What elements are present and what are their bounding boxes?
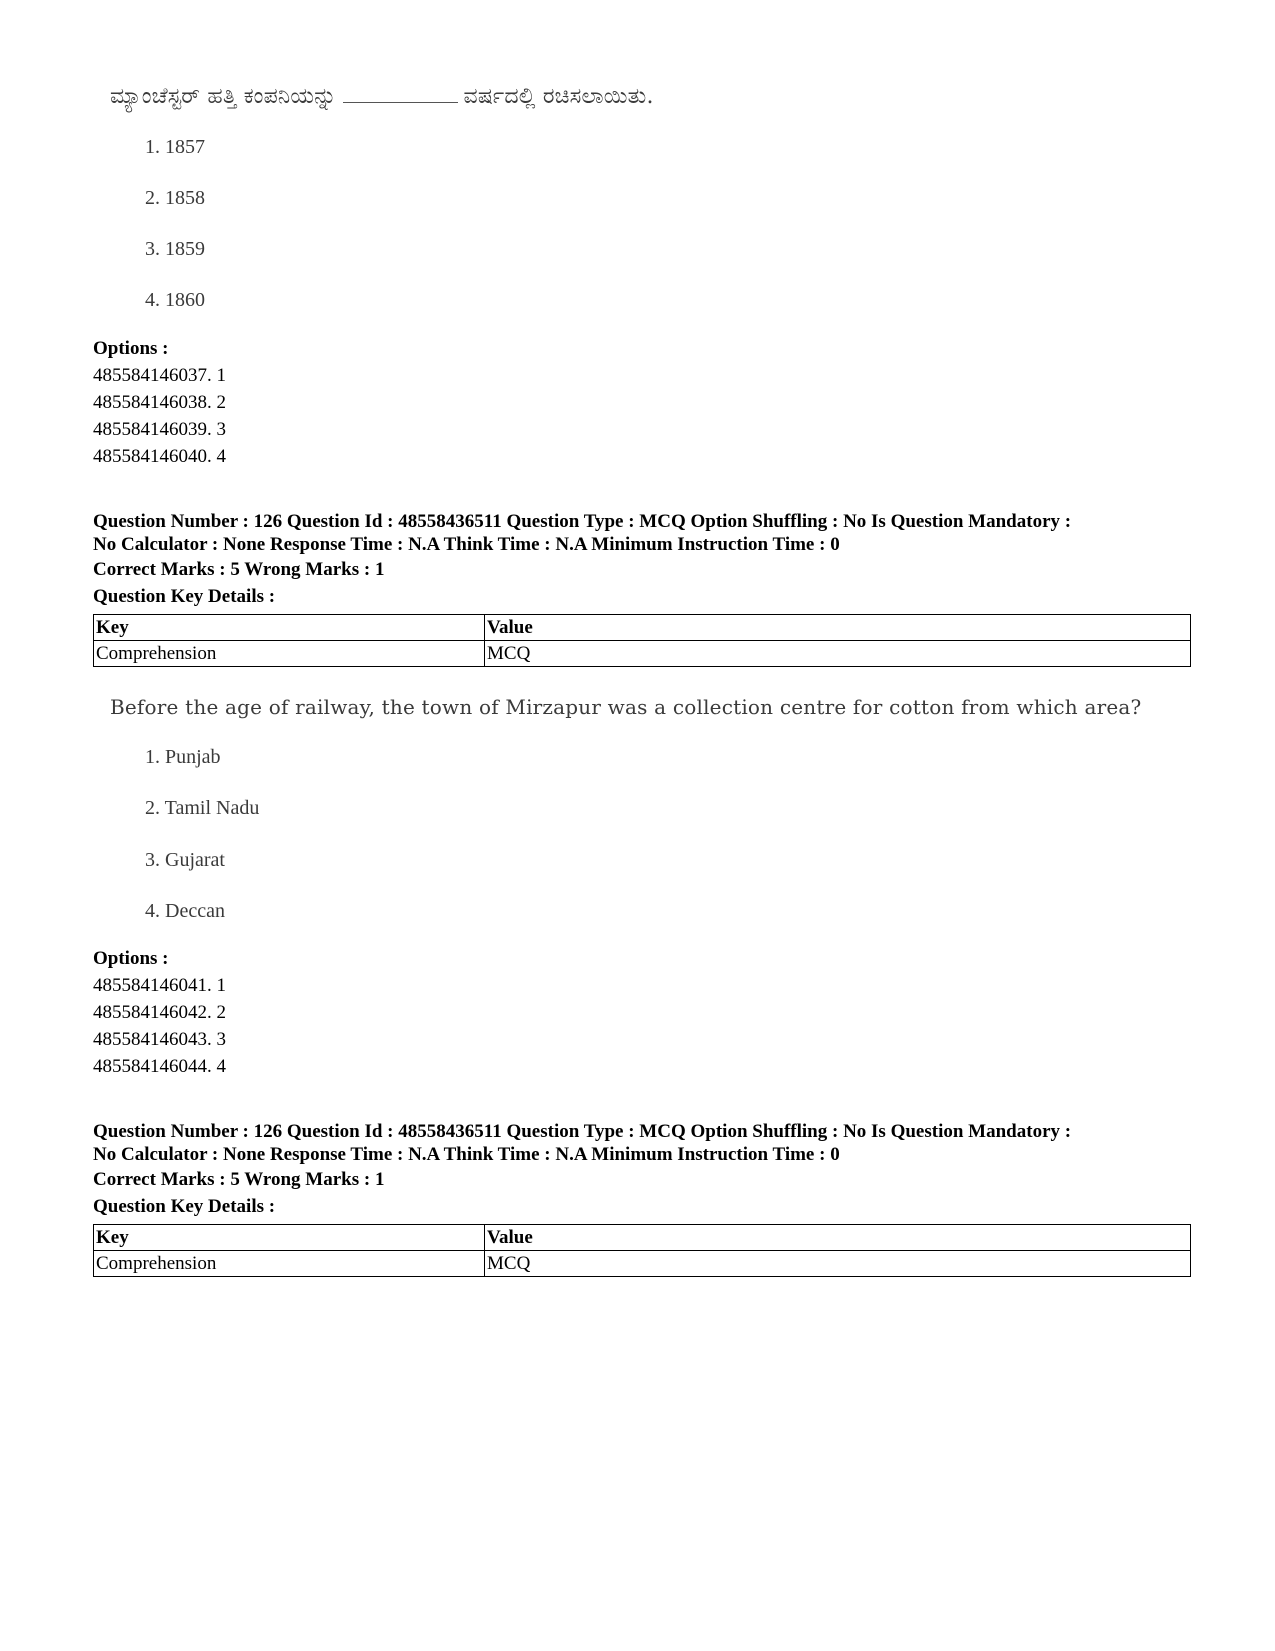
question-english: Before the age of railway, the town of Mirzapur was a collection centre for cotton from which area? xyxy=(110,695,1142,719)
table-header-key: Key xyxy=(94,1225,485,1251)
table-header-value: Value xyxy=(485,615,1191,641)
options-label: Options : xyxy=(93,338,169,359)
option-line: 485584146037. 1 xyxy=(93,365,226,386)
question-meta-line2: No Calculator : None Response Time : N.A Think Time : N.A Minimum Instruction Time : 0 xyxy=(93,1144,840,1165)
key-details-table xyxy=(93,614,1191,667)
question-meta-line1: Question Number : 126 Question Id : 48558436511 Question Type : MCQ Option Shuffling : No Is Question Mandatory : xyxy=(93,511,1072,532)
option-line: 485584146043. 3 xyxy=(93,1029,226,1050)
marks-line: Correct Marks : 5 Wrong Marks : 1 xyxy=(93,559,385,580)
option-line: 485584146044. 4 xyxy=(93,1056,226,1077)
table-cell-key: Comprehension xyxy=(94,1251,485,1277)
key-details-table xyxy=(93,1224,1191,1277)
choice-2: 2. 1858 xyxy=(145,187,205,209)
choice-1: 1. 1857 xyxy=(145,136,205,158)
option-line: 485584146041. 1 xyxy=(93,975,226,996)
option-line: 485584146042. 2 xyxy=(93,1002,226,1023)
option-line: 485584146038. 2 xyxy=(93,392,226,413)
marks-line: Correct Marks : 5 Wrong Marks : 1 xyxy=(93,1169,385,1190)
table-cell-value: MCQ xyxy=(485,641,1191,667)
table-cell-key: Comprehension xyxy=(94,641,485,667)
table-cell-value: MCQ xyxy=(485,1251,1191,1277)
question-meta-line1: Question Number : 126 Question Id : 48558436511 Question Type : MCQ Option Shuffling : No Is Question Mandatory : xyxy=(93,1121,1072,1142)
choice-1: 1. Punjab xyxy=(145,746,221,768)
table-header-value: Value xyxy=(485,1225,1191,1251)
option-line: 485584146039. 3 xyxy=(93,419,226,440)
key-details-label: Question Key Details : xyxy=(93,1196,276,1217)
table-header-key: Key xyxy=(94,615,485,641)
key-details-label: Question Key Details : xyxy=(93,586,276,607)
fill-blank xyxy=(343,84,458,103)
option-line: 485584146040. 4 xyxy=(93,446,226,467)
table-row xyxy=(94,641,1191,667)
choice-2: 2. Tamil Nadu xyxy=(145,797,260,819)
question-meta xyxy=(93,510,1193,556)
question-meta-line2: No Calculator : None Response Time : N.A Think Time : N.A Minimum Instruction Time : 0 xyxy=(93,534,840,555)
question-meta xyxy=(93,1120,1193,1166)
choice-3: 3. Gujarat xyxy=(145,849,225,871)
table-header-row xyxy=(94,615,1191,641)
choice-4: 4. Deccan xyxy=(145,900,225,922)
options-label: Options : xyxy=(93,948,169,969)
choice-3: 3. 1859 xyxy=(145,238,205,260)
question-kannada-prefix: ಮ್ಯಾಂಚೆಸ್ಟರ್ ಹತ್ತಿ ಕಂಪನಿಯನ್ನು xyxy=(110,84,337,109)
question-kannada-suffix: ವರ್ಷದಲ್ಲಿ ರಚಿಸಲಾಯಿತು. xyxy=(463,84,654,109)
choice-4: 4. 1860 xyxy=(145,289,205,311)
question-kannada xyxy=(110,84,654,109)
table-header-row xyxy=(94,1225,1191,1251)
table-row xyxy=(94,1251,1191,1277)
